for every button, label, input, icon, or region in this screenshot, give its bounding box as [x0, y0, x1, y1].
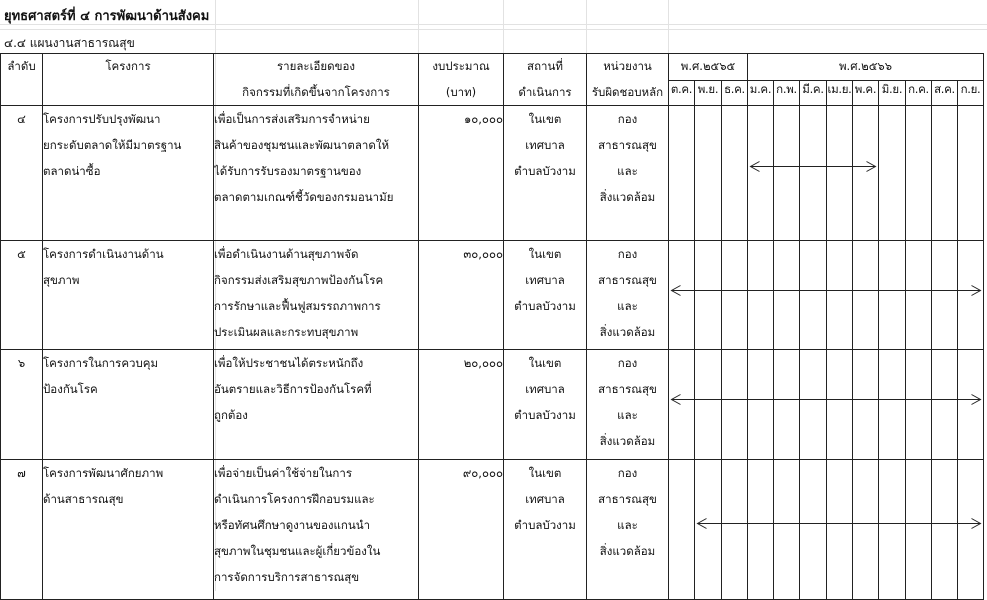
text-line: เทศบาล: [525, 273, 565, 287]
text-line: และ: [617, 518, 638, 532]
text-line: อันตรายและวิธีการป้องกันโรคที่: [214, 382, 372, 396]
month-jul: ก.ค.: [906, 81, 932, 106]
month-cell: [879, 106, 906, 241]
month-dec: ธ.ค.: [722, 81, 748, 106]
place: [504, 106, 587, 241]
header-row-2: [1, 81, 984, 106]
text-line: เพื่อจ่ายเป็นค่าใช้จ่ายในการ: [214, 466, 353, 480]
month-aug: ส.ค.: [932, 81, 958, 106]
month-cell: [695, 241, 722, 350]
row-number: ๕: [1, 241, 43, 350]
text-line: ตำบลบัวงาม: [514, 164, 576, 178]
text-line: ในเขต: [528, 356, 562, 370]
header-agency-cont: รับผิดชอบหลัก: [587, 81, 669, 106]
text-line: ในเขต: [528, 466, 562, 480]
responsible-agency: [587, 350, 669, 460]
month-cell: [800, 350, 827, 460]
header-no: ลำดับ: [1, 54, 43, 81]
text-line: โครงการดำเนินงานด้าน: [43, 247, 164, 261]
month-cell: [853, 350, 879, 460]
text-line: ตลาดน่าซื้อ: [43, 164, 101, 178]
month-cell: [669, 460, 695, 600]
text-line: ในเขต: [528, 112, 562, 126]
text-line: การรักษาและฟื้นฟูสมรรถภาพการ: [214, 299, 381, 313]
month-sep: ก.ย.: [958, 81, 984, 106]
project-name: [43, 241, 214, 350]
month-cell: [722, 350, 748, 460]
table-row: [1, 241, 984, 350]
text-line: สุขภาพ: [43, 273, 80, 287]
text-line: ตำบลบัวงาม: [514, 408, 576, 422]
month-cell: [932, 350, 958, 460]
activity-detail: [214, 241, 419, 350]
text-line: สาธารณสุข: [598, 273, 657, 287]
month-jan: ม.ค.: [748, 81, 774, 106]
month-cell: [722, 460, 748, 600]
month-apr: เม.ย.: [827, 81, 853, 106]
month-cell: [669, 241, 695, 350]
text-line: สินค้าของชุมชนและพัฒนาตลาดให้: [214, 138, 390, 152]
text-line: สิ่งแวดล้อม: [599, 190, 656, 204]
text-line: ได้รับการรับรองมาตรฐานของ: [214, 164, 362, 178]
text-line: ตลาดตามเกณฑ์ชี้วัดของกรมอนามัย: [214, 190, 394, 204]
month-cell: [774, 460, 800, 600]
text-line: สิ่งแวดล้อม: [599, 434, 656, 448]
table-row: [1, 460, 984, 600]
month-cell: [853, 241, 879, 350]
header-detail-cont: กิจกรรมที่เกิดขึ้นจากโครงการ: [214, 81, 419, 106]
month-cell: [800, 241, 827, 350]
place: [504, 460, 587, 600]
month-cell: [879, 241, 906, 350]
text-line: เพื่อให้ประชาชนได้ตระหนักถึง: [214, 356, 364, 370]
text-line: และ: [617, 299, 638, 313]
text-line: ตำบลบัวงาม: [514, 299, 576, 313]
text-line: โครงการในการควบคุม: [43, 356, 159, 370]
header-project: โครงการ: [43, 54, 214, 81]
month-cell: [695, 106, 722, 241]
header-place-cont: ดำเนินการ: [504, 81, 587, 106]
project-plan-table: [0, 53, 984, 600]
row-number: ๖: [1, 350, 43, 460]
month-cell: [932, 460, 958, 600]
month-nov: พ.ย.: [695, 81, 722, 106]
text-line: ด้านสาธารณสุข: [43, 492, 124, 506]
month-cell: [906, 241, 932, 350]
budget-amount: ๓๐,๐๐๐: [419, 241, 504, 350]
budget-amount: ๒๐,๐๐๐: [419, 350, 504, 460]
project-name: [43, 106, 214, 241]
month-mar: มี.ค.: [800, 81, 827, 106]
text-line: และ: [617, 164, 638, 178]
activity-detail: [214, 106, 419, 241]
responsible-agency: [587, 106, 669, 241]
month-cell: [774, 350, 800, 460]
text-line: ป้องกันโรค: [43, 382, 98, 396]
month-cell: [695, 350, 722, 460]
plan-section-title: ๔.๔ แผนงานสาธารณสุข: [4, 36, 135, 50]
month-may: พ.ค.: [853, 81, 879, 106]
month-cell: [853, 460, 879, 600]
text-line: เพื่อดำเนินงานด้านสุขภาพจัด: [214, 247, 359, 261]
header-detail: รายละเอียดของ: [214, 54, 419, 81]
text-line: กิจกรรมส่งเสริมสุขภาพป้องกันโรค: [214, 273, 384, 287]
responsible-agency: [587, 241, 669, 350]
text-line: ถูกต้อง: [214, 408, 248, 422]
place: [504, 350, 587, 460]
month-cell: [879, 460, 906, 600]
month-cell: [722, 106, 748, 241]
text-line: หรือทัศนศึกษาดูงานของแกนนำ: [214, 518, 371, 532]
month-cell: [774, 241, 800, 350]
text-line: การจัดการบริการสาธารณสุข: [214, 570, 360, 584]
month-cell: [853, 106, 879, 241]
header-budget-unit: (บาท): [419, 81, 504, 106]
budget-amount: ๑๐,๐๐๐: [419, 106, 504, 241]
place: [504, 241, 587, 350]
header-place: สถานที่: [504, 54, 587, 81]
header-agency: หน่วยงาน: [587, 54, 669, 81]
month-cell: [958, 106, 984, 241]
header-year-2565: พ.ศ.๒๕๖๕: [669, 54, 748, 81]
header-project-cont: [43, 81, 214, 106]
header-row-1: [1, 54, 984, 81]
month-cell: [827, 106, 853, 241]
activity-detail: [214, 460, 419, 600]
text-line: โครงการพัฒนาศักยภาพ: [43, 466, 164, 480]
project-name: [43, 460, 214, 600]
text-line: สาธารณสุข: [598, 138, 657, 152]
text-line: และ: [617, 408, 638, 422]
text-line: ดำเนินการโครงการฝึกอบรมและ: [214, 492, 375, 506]
gridline: [0, 29, 987, 30]
month-cell: [932, 106, 958, 241]
strategy-title: ยุทธศาสตร์ที่ ๔ การพัฒนาด้านสังคม: [4, 9, 210, 24]
text-line: สาธารณสุข: [598, 382, 657, 396]
month-cell: [669, 106, 695, 241]
month-cell: [879, 350, 906, 460]
responsible-agency: [587, 460, 669, 600]
month-cell: [958, 350, 984, 460]
month-cell: [906, 460, 932, 600]
text-line: กอง: [617, 466, 638, 480]
header-no-cont: [1, 81, 43, 106]
month-cell: [958, 460, 984, 600]
text-line: เพื่อเป็นการส่งเสริมการจำหน่าย: [214, 112, 370, 126]
month-cell: [800, 106, 827, 241]
text-line: ในเขต: [528, 247, 562, 261]
row-number: ๗: [1, 460, 43, 600]
month-cell: [827, 460, 853, 600]
text-line: โครงการปรับปรุงพัฒนา: [43, 112, 161, 126]
month-cell: [774, 106, 800, 241]
month-cell: [958, 241, 984, 350]
text-line: เทศบาล: [525, 382, 565, 396]
text-line: สิ่งแวดล้อม: [599, 325, 656, 339]
text-line: สาธารณสุข: [598, 492, 657, 506]
month-jun: มิ.ย.: [879, 81, 906, 106]
text-line: เทศบาล: [525, 492, 565, 506]
month-oct: ต.ค.: [669, 81, 695, 106]
month-cell: [906, 350, 932, 460]
month-cell: [748, 106, 774, 241]
row-number: ๔: [1, 106, 43, 241]
month-cell: [906, 106, 932, 241]
activity-detail: [214, 350, 419, 460]
month-cell: [695, 460, 722, 600]
text-line: กอง: [617, 356, 638, 370]
month-cell: [827, 241, 853, 350]
text-line: กอง: [617, 112, 638, 126]
month-cell: [748, 241, 774, 350]
table-row: [1, 106, 984, 241]
text-line: สุขภาพในชุมชนและผู้เกี่ยวข้องใน: [214, 544, 381, 558]
month-cell: [722, 241, 748, 350]
text-line: สิ่งแวดล้อม: [599, 544, 656, 558]
month-cell: [748, 460, 774, 600]
month-cell: [800, 460, 827, 600]
month-cell: [748, 350, 774, 460]
project-name: [43, 350, 214, 460]
header-year-2566: พ.ศ.๒๕๖๖: [748, 54, 984, 81]
table-row: [1, 350, 984, 460]
month-feb: ก.พ.: [774, 81, 800, 106]
header-budget: งบประมาณ: [419, 54, 504, 81]
text-line: ยกระดับตลาดให้มีมาตรฐาน: [43, 138, 182, 152]
text-line: เทศบาล: [525, 138, 565, 152]
month-cell: [827, 350, 853, 460]
month-cell: [669, 350, 695, 460]
text-line: ตำบลบัวงาม: [514, 518, 576, 532]
text-line: ประเมินผลและกระทบสุขภาพ: [214, 325, 359, 339]
text-line: กอง: [617, 247, 638, 261]
month-cell: [932, 241, 958, 350]
budget-amount: ๙๐,๐๐๐: [419, 460, 504, 600]
